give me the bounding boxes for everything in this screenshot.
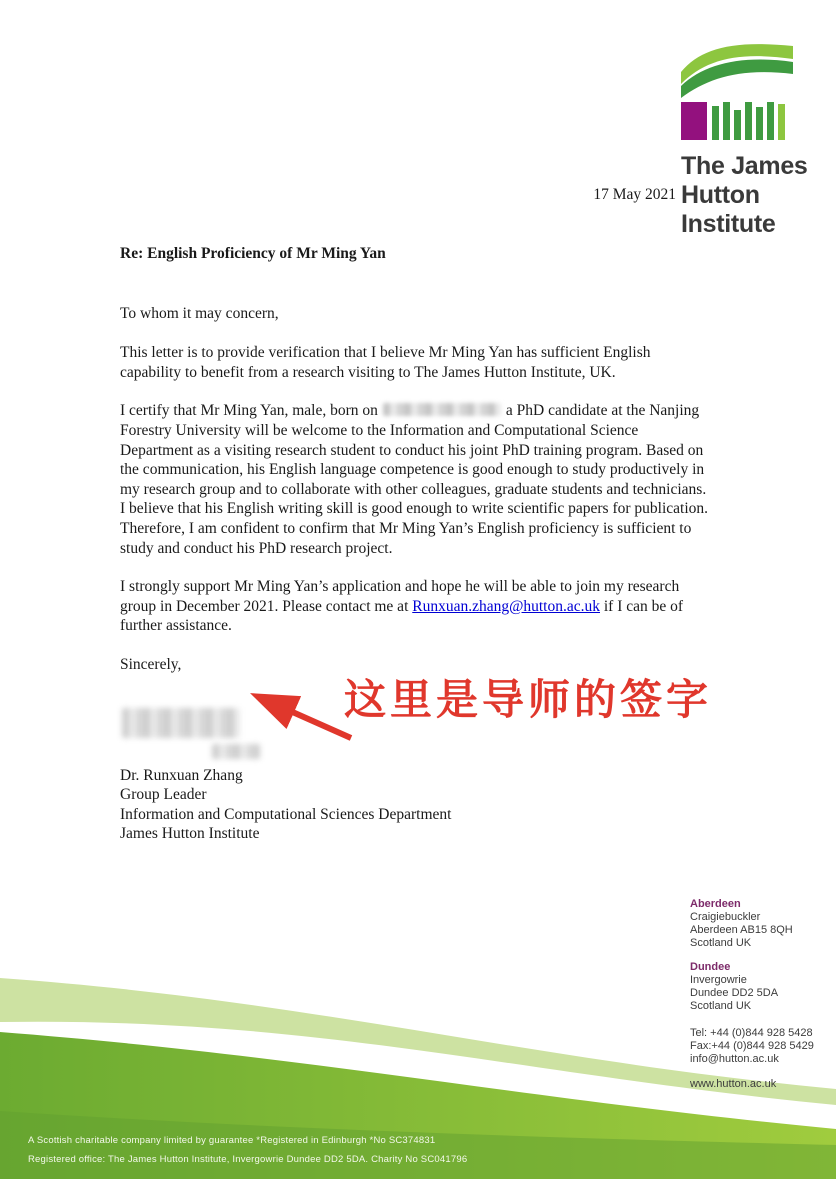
footer-legal-line1: A Scottish charitable company limited by guarantee *Registered in Edinburgh *No SC374831 [28,1135,436,1146]
office-address-line: Scotland UK [690,937,752,949]
footer-email: info@hutton.ac.uk [690,1053,779,1065]
hutton-logo-mark-icon [681,38,793,140]
redacted-birthdate [383,403,501,416]
signatory-department: Information and Computational Sciences Department [120,805,452,823]
salutation: To whom it may concern, [120,304,279,322]
paragraph-2 [120,401,712,558]
office-address-line: Scotland UK [690,1000,752,1012]
office-address-line: Invergowrie [690,974,747,986]
office-city-aberdeen: Aberdeen [690,898,741,910]
office-dundee [690,961,830,1013]
logo-text-line2: Hutton [681,181,760,209]
office-address-line: Dundee DD2 5DA [690,987,779,999]
signatory-organization: James Hutton Institute [120,825,260,843]
logo-text-line1: The James [681,152,808,180]
office-address-line: Aberdeen AB15 8QH [690,924,793,936]
letter-body [120,244,712,844]
para2-text-after: a PhD candidate at the Nanjing Forestry University will be welcome to the Information and Computational Science Department as a visiting research student to conduct his joint PhD training program. Based on the communication, his English language competence is good enough to study productively in my research group and to collaborate with other colleagues, graduate students and technicians. I believe that his English writing skill is good enough to write scientific papers for publication. [120,402,709,518]
office-aberdeen [690,898,830,950]
paragraph-1: This letter is to provide verification that I believe Mr Ming Yan has sufficient English capability to benefit from a research visiting to The James Hutton Institute, UK. [120,344,651,381]
para3-text-after: if I can be of further assistance. [120,597,684,635]
hutton-logo [681,38,811,239]
office-city-dundee: Dundee [690,961,731,973]
footer-contact-block [690,898,830,1091]
annotation-arrow-icon [245,686,360,748]
footer-website: www.hutton.ac.uk [690,1078,777,1090]
paragraph-3 [120,577,712,636]
signatory-title: Group Leader [120,786,207,804]
footer-phone-block [690,1027,830,1091]
signature-blur [122,708,240,738]
signatory-name: Dr. Runxuan Zhang [120,766,243,784]
signature-area [120,674,713,766]
footer-legal-line2: Registered office: The James Hutton Institute, Invergowrie Dundee DD2 5DA. Charity No SC041796 [28,1154,468,1165]
subject-line: Re: English Proficiency of Mr Ming Yan [120,245,386,262]
signatory-block [120,766,712,844]
para3-text-before: I strongly support Mr Ming Yan’s application and hope he will be able to join my research group in December 2021. Please contact me at [120,578,680,615]
footer-legal [28,1131,588,1169]
logo-text-line3: Institute [681,210,776,238]
footer-fax: Fax:+44 (0)844 928 5429 [690,1040,814,1052]
para2-text-before: I certify that Mr Ming Yan, male, born on [120,402,378,420]
office-address-line: Craigiebuckler [690,911,761,923]
email-link[interactable]: Runxuan.zhang@hutton.ac.uk [412,597,600,615]
hutton-logo-wordmark [681,152,811,239]
letter-date: 17 May 2021 [593,186,676,203]
closing: Sincerely, [120,655,182,673]
annotation-text: 这里是导师的签字 [344,674,713,724]
para2-line2: Therefore, I am confident to confirm that Mr Ming Yan’s English proficiency is sufficient to study and conduct his PhD research project. [120,519,692,557]
footer-tel: Tel: +44 (0)844 928 5428 [690,1027,813,1039]
